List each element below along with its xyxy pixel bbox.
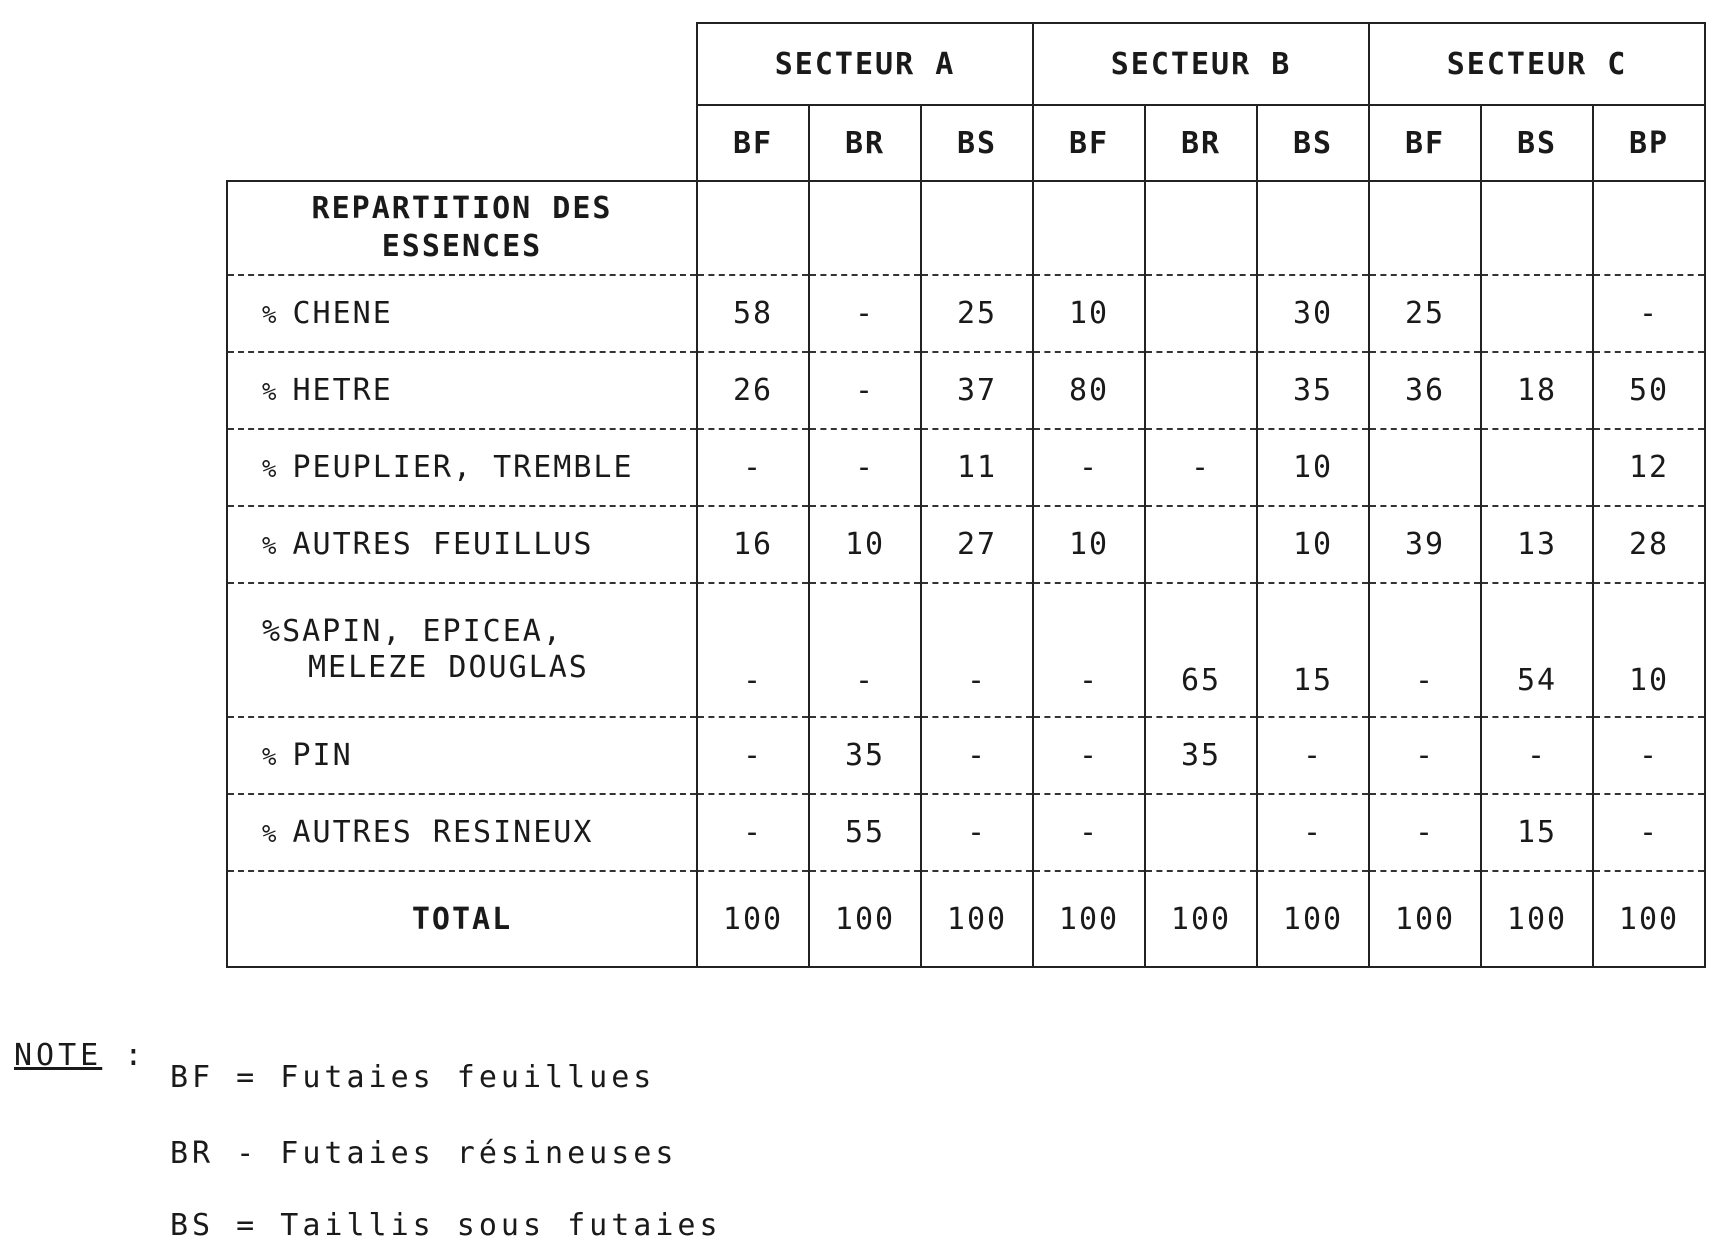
percent-sign: % (262, 301, 279, 329)
table-cell: 10 (809, 506, 921, 583)
column-header: BR (809, 105, 921, 181)
table-cell: - (1593, 717, 1705, 794)
column-header: BS (1481, 105, 1593, 181)
percent-sign: % (262, 743, 279, 771)
table-cell: 26 (697, 352, 809, 429)
table-cell: 10 (1593, 583, 1705, 717)
table-cell: - (1257, 794, 1369, 871)
row-label (227, 506, 697, 583)
note-block (14, 1038, 146, 1073)
legend-br: BR - Futaies résineuses (170, 1136, 678, 1171)
table-cell: - (1145, 429, 1257, 506)
table-cell: - (921, 717, 1033, 794)
table-cell: - (809, 352, 921, 429)
table-cell: 28 (1593, 506, 1705, 583)
table-cell (1145, 794, 1257, 871)
table-cell: 25 (921, 275, 1033, 352)
table-cell: - (1369, 717, 1481, 794)
legend-bf: BF = Futaies feuillues (170, 1060, 656, 1095)
table-row (227, 275, 1705, 352)
table-cell: - (697, 429, 809, 506)
table-cell: - (1033, 583, 1145, 717)
row-label (227, 794, 697, 871)
subcolumn-header-row (227, 105, 1705, 181)
row-label (227, 429, 697, 506)
table-cell: - (1593, 794, 1705, 871)
species-distribution-table (226, 22, 1706, 968)
column-header: BS (921, 105, 1033, 181)
table-cell (1481, 275, 1593, 352)
total-row (227, 871, 1705, 967)
table-cell: 58 (697, 275, 809, 352)
table-cell: 11 (921, 429, 1033, 506)
table-cell: 54 (1481, 583, 1593, 717)
column-header: BF (1033, 105, 1145, 181)
table-cell: 55 (809, 794, 921, 871)
table-cell: - (921, 583, 1033, 717)
table-cell: 25 (1369, 275, 1481, 352)
table-cell: 10 (1257, 506, 1369, 583)
total-cell: 100 (697, 871, 809, 967)
table-cell: 37 (921, 352, 1033, 429)
table-cell (1145, 275, 1257, 352)
total-cell: 100 (1145, 871, 1257, 967)
total-cell: 100 (809, 871, 921, 967)
table-cell: 80 (1033, 352, 1145, 429)
table-cell: - (697, 794, 809, 871)
sector-b-header: SECTEUR B (1033, 23, 1369, 105)
table-cell: 15 (1481, 794, 1593, 871)
table-cell: 13 (1481, 506, 1593, 583)
table-cell: - (1033, 429, 1145, 506)
species-name-line-2: MELEZE DOUGLAS (308, 650, 589, 685)
table-row (227, 717, 1705, 794)
row-header (227, 181, 1705, 275)
total-cell: 100 (1481, 871, 1593, 967)
table-row (227, 429, 1705, 506)
total-label: TOTAL (227, 871, 697, 967)
table-cell: - (1369, 794, 1481, 871)
table-cell: 10 (1033, 506, 1145, 583)
table-cell: 35 (1257, 352, 1369, 429)
table-cell: 10 (1257, 429, 1369, 506)
table-cell: - (809, 429, 921, 506)
total-cell: 100 (1257, 871, 1369, 967)
table-cell: - (1033, 717, 1145, 794)
species-name: PIN (292, 738, 353, 773)
table-cell (1145, 506, 1257, 583)
note-label: NOTE (14, 1038, 103, 1073)
row-label (227, 352, 697, 429)
table-cell: 12 (1593, 429, 1705, 506)
table-cell: 35 (1145, 717, 1257, 794)
table-row (227, 506, 1705, 583)
table-cell: 36 (1369, 352, 1481, 429)
table-cell: - (697, 717, 809, 794)
table-cell: - (809, 583, 921, 717)
percent-sign: % (262, 614, 283, 649)
table-row (227, 794, 1705, 871)
table-cell (1369, 429, 1481, 506)
total-cell: 100 (921, 871, 1033, 967)
row-label (227, 275, 697, 352)
note-colon: : (124, 1038, 147, 1073)
column-header: BP (1593, 105, 1705, 181)
table-cell: 50 (1593, 352, 1705, 429)
table-cell: - (1481, 717, 1593, 794)
total-cell: 100 (1369, 871, 1481, 967)
percent-sign: % (262, 455, 279, 483)
sector-c-header: SECTEUR C (1369, 23, 1705, 105)
table-cell: 39 (1369, 506, 1481, 583)
table-cell: - (697, 583, 809, 717)
table-cell: - (921, 794, 1033, 871)
species-name: AUTRES RESINEUX (292, 815, 594, 850)
species-name: AUTRES FEUILLUS (292, 527, 594, 562)
table-row (227, 583, 1705, 717)
table-cell: 15 (1257, 583, 1369, 717)
legend-bs: BS = Taillis sous futaies (170, 1208, 722, 1243)
total-cell: 100 (1033, 871, 1145, 967)
percent-sign: % (262, 378, 279, 406)
table-cell: 35 (809, 717, 921, 794)
table-cell: 27 (921, 506, 1033, 583)
column-header: BS (1257, 105, 1369, 181)
sector-header-row (227, 23, 1705, 105)
table-cell: 16 (697, 506, 809, 583)
species-name: HETRE (292, 373, 393, 408)
table-cell: 10 (1033, 275, 1145, 352)
table-cell: 18 (1481, 352, 1593, 429)
percent-sign: % (262, 820, 279, 848)
row-header-line-2: ESSENCES (381, 229, 543, 264)
row-header-line-1: REPARTITION DES (311, 191, 613, 226)
column-header: BF (1369, 105, 1481, 181)
sector-a-header: SECTEUR A (697, 23, 1033, 105)
percent-sign: % (262, 532, 279, 560)
table-row (227, 352, 1705, 429)
table-cell: 30 (1257, 275, 1369, 352)
species-name: PEUPLIER, TREMBLE (292, 450, 634, 485)
table-cell: 65 (1145, 583, 1257, 717)
table-cell: - (1257, 717, 1369, 794)
row-label (227, 583, 697, 717)
column-header: BR (1145, 105, 1257, 181)
column-header: BF (697, 105, 809, 181)
species-name: CHENE (292, 296, 393, 331)
table-cell: - (1369, 583, 1481, 717)
table-cell: - (1593, 275, 1705, 352)
table-cell (1481, 429, 1593, 506)
species-name: SAPIN, EPICEA, (282, 614, 563, 649)
row-header-label (227, 181, 697, 275)
table-cell: - (809, 275, 921, 352)
table-cell: - (1033, 794, 1145, 871)
row-label (227, 717, 697, 794)
table-cell (1145, 352, 1257, 429)
total-cell: 100 (1593, 871, 1705, 967)
